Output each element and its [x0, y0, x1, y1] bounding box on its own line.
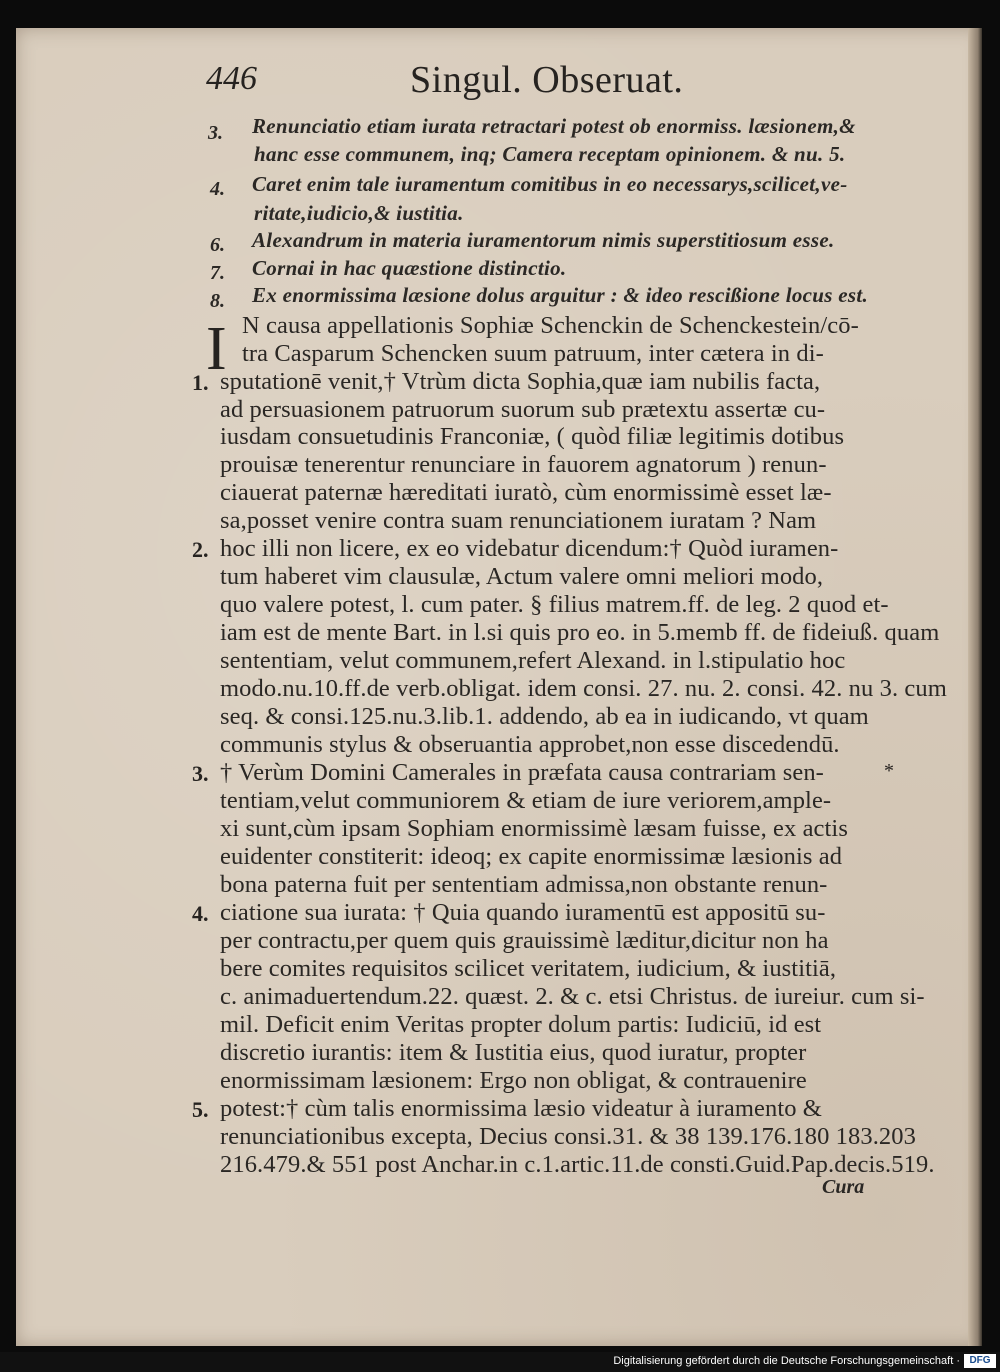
- catchword: Cura: [822, 1176, 865, 1198]
- body-line: tra Casparum Schencken suum patruum, inter cætera in di-: [242, 340, 824, 367]
- body-line: ciauerat paternæ hæreditati iuratò, cùm enormissimè esset læ-: [220, 479, 832, 506]
- body-line: sa,posset venire contra suam renunciationem iuratam ? Nam: [220, 507, 817, 534]
- summary-line: Renunciatio etiam iurata retractari potest ob enormiss. læsionem,&: [252, 114, 856, 138]
- summary-number: 7.: [210, 262, 225, 284]
- body-line: mil. Deficit enim Veritas propter dolum partis: Iudiciū, id est: [220, 1011, 822, 1038]
- margin-number: 4.: [192, 901, 209, 926]
- body-line: enormissimam læsionem: Ergo non obligat, & contrauenire: [220, 1067, 807, 1094]
- body-line: iusdam consuetudinis Franconiæ, ( quòd filiæ legitimis dotibus: [220, 423, 845, 450]
- body-line: 216.479.& 551 post Anchar.in c.1.artic.11.de consti.Guid.Pap.decis.519.: [220, 1151, 935, 1178]
- body-line: † Verùm Domini Camerales in præfata causa contrariam sen-: [220, 759, 824, 786]
- summary-number: 8.: [210, 290, 225, 312]
- margin-number: 2.: [192, 537, 209, 562]
- body-line: bere comites requisitos scilicet veritatem, iudicium, & iustitiā,: [220, 955, 837, 982]
- body-line: ciatione sua iurata: † Quia quando iuramentū est appositū su-: [220, 899, 826, 926]
- summary-line: ritate,iudicio,& iustitia.: [254, 201, 464, 225]
- body-line: N causa appellationis Sophiæ Schenckin de Schenckestein/cō-: [242, 312, 859, 339]
- summary-line: hanc esse communem, inq; Camera receptam opinionem. & nu. 5.: [254, 142, 846, 166]
- summary-line: Cornai in hac quæstione distinctio.: [252, 256, 567, 280]
- body-line: c. animaduertendum.22. quæst. 2. & c. etsi Christus. de iureiur. cum si-: [220, 983, 925, 1010]
- body-line: tentiam,velut communiorem & etiam de iure veriorem,ample-: [220, 787, 832, 814]
- page-edge: [968, 28, 982, 1346]
- margin-number: 1.: [192, 370, 209, 395]
- body-line: potest:† cùm talis enormissima læsio videatur à iuramento &: [220, 1095, 822, 1122]
- body-line: prouisæ tenerentur renunciare in fauorem agnatorum ) renun-: [220, 451, 827, 478]
- summary-number: 6.: [210, 234, 225, 256]
- body-line: ad persuasionem patruorum suorum sub prætextu assertæ cu-: [220, 396, 826, 423]
- body-line: quo valere potest, l. cum pater. § filius matrem.ff. de leg. 2 quod et-: [220, 591, 889, 618]
- running-head: Singul. Obseruat.: [410, 59, 684, 101]
- margin-number: 5.: [192, 1097, 209, 1122]
- page-number: 446: [206, 60, 257, 97]
- body-line: discretio iurantis: item & Iustitia eius, quod iuratur, propter: [220, 1039, 807, 1066]
- margin-star: *: [884, 760, 894, 782]
- summary-number: 4.: [210, 178, 225, 200]
- body-line: iam est de mente Bart. in l.si quis pro eo. in 5.memb ff. de fideiuß. quam: [220, 619, 940, 646]
- body-line: modo.nu.10.ff.de verb.obligat. idem consi. 27. nu. 2. consi. 42. nu 3. cum: [220, 675, 947, 702]
- body-line: communis stylus & obseruantia approbet,non esse discedendū.: [220, 731, 840, 758]
- body-line: seq. & consi.125.nu.3.lib.1. addendo, ab ea in iudicando, vt quam: [220, 703, 869, 730]
- body-line: hoc illi non licere, ex eo videbatur dicendum:† Quòd iuramen-: [220, 535, 839, 562]
- body-line: xi sunt,cùm ipsam Sophiam enormissimè læsam fuisse, ex actis: [220, 815, 848, 842]
- summary-line: Caret enim tale iuramentum comitibus in eo necessarys,scilicet,ve-: [252, 172, 848, 196]
- body-line: euidenter constiterit: ideoq; ex capite enormissimæ læsionis ad: [220, 843, 843, 870]
- drop-cap: I: [206, 315, 227, 383]
- dfg-logo: DFG: [964, 1354, 996, 1368]
- summary-line: Alexandrum in materia iuramentorum nimis superstitiosum esse.: [252, 228, 835, 252]
- page-header: [0, 60, 1000, 106]
- summary-number: 3.: [208, 122, 223, 144]
- footer-credit: Digitalisierung gefördert durch die Deutsche Forschungsgemeinschaft ·: [613, 1355, 960, 1367]
- body-line: sputationē venit,† Vtrùm dicta Sophia,quæ iam nubilis facta,: [220, 368, 821, 395]
- body-line: tum haberet vim clausulæ, Actum valere omni meliori modo,: [220, 563, 824, 590]
- body-line: bona paterna fuit per sententiam admissa,non obstante renun-: [220, 871, 828, 898]
- body-line: per contractu,per quem quis grauissimè læditur,dicitur non ha: [220, 927, 829, 954]
- summary-line: Ex enormissima læsione dolus arguitur : & ideo rescißione locus est.: [252, 283, 869, 307]
- body-line: renunciationibus excepta, Decius consi.31. & 38 139.176.180 183.203: [220, 1123, 916, 1150]
- body-line: sententiam, velut communem,refert Alexand. in l.stipulatio hoc: [220, 647, 846, 674]
- margin-number: 3.: [192, 761, 209, 786]
